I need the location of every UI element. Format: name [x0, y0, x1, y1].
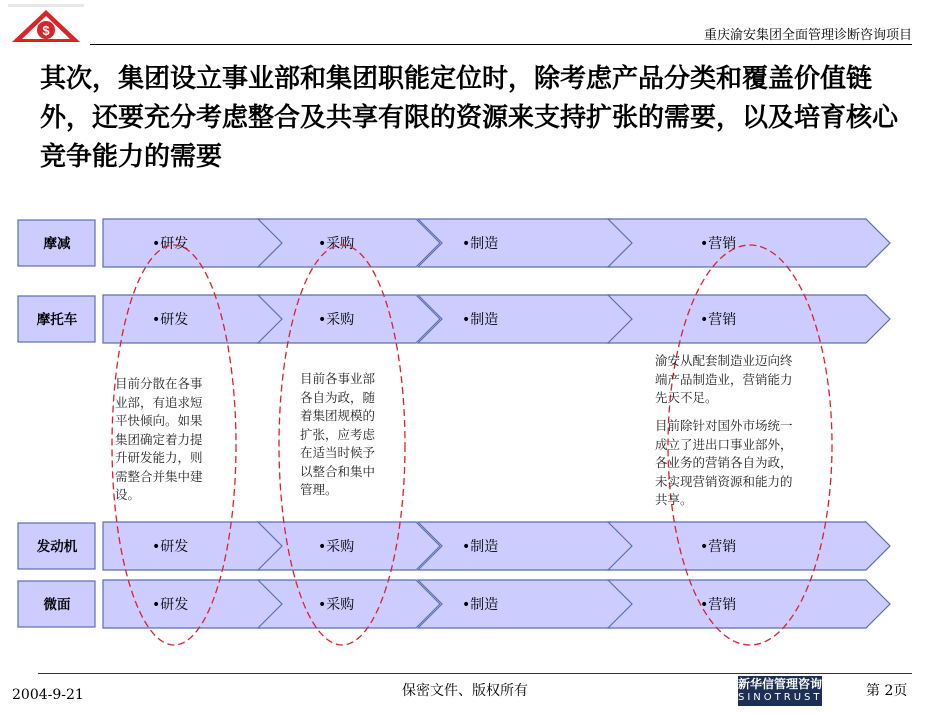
note-line: 成立了进出口事业部外， — [655, 436, 793, 452]
note-line: 需整合并集中建 — [115, 468, 203, 484]
note-line: 升研发能力，则 — [115, 450, 203, 465]
stage-label: •营销 — [700, 236, 737, 252]
note-purchase — [300, 370, 375, 500]
value-chain-chevron — [608, 580, 890, 628]
value-chain-chevron — [103, 580, 285, 628]
note-line: 业部，有追求短 — [115, 394, 203, 410]
value-chain-chevron — [418, 522, 635, 570]
page-number: 第 2页 — [866, 683, 908, 699]
note-line: 先天不足。 — [655, 390, 718, 405]
value-chain-chevron — [103, 522, 285, 570]
value-chain-chevron — [608, 219, 890, 267]
slide-headline: 其次，集团设立事业部和集团职能定位时，除考虑产品分类和覆盖价值链外，还要充分考虑整合及共享有限的资源来支持扩张的需要，以及培育核心竞争能力的需要 — [40, 64, 899, 172]
note-rd — [115, 375, 203, 505]
stage-label: •制造 — [462, 312, 499, 328]
svg-text:$: $ — [42, 23, 50, 38]
note-line: 平快倾向。如果 — [115, 413, 203, 428]
note-marketing-2 — [655, 417, 793, 510]
stage-label: •采购 — [318, 236, 355, 252]
stage-label: •采购 — [318, 539, 355, 555]
stage-label: •采购 — [318, 597, 355, 613]
note-line: 目前分散在各事 — [115, 376, 203, 391]
stage-label: •营销 — [700, 597, 737, 613]
stage-label: •制造 — [462, 597, 499, 613]
stage-label: •研发 — [152, 597, 189, 613]
note-line: 集团确定着力提 — [115, 431, 203, 447]
stage-label: •研发 — [152, 539, 189, 555]
value-chain-chevron — [608, 522, 890, 570]
row-label: 发动机 — [36, 539, 78, 555]
note-line: 共享。 — [655, 492, 693, 507]
note-line: 设。 — [115, 487, 141, 502]
footer-date: 2004-9-21 — [12, 687, 84, 703]
footer-divider — [38, 673, 912, 674]
consultancy-logo — [738, 676, 822, 706]
value-chain-chevron — [608, 295, 890, 343]
stage-label: •制造 — [462, 236, 499, 252]
stage-label: •研发 — [152, 236, 189, 252]
stage-label: •采购 — [318, 312, 355, 328]
brand-name-cn: 新华信管理咨询 — [738, 677, 823, 691]
note-line: 各自为政，随 — [300, 389, 376, 405]
note-line: 渝安从配套制造业迈向终 — [655, 353, 793, 368]
stage-label: •营销 — [700, 539, 737, 555]
brand-name-en: SINOTRUST — [738, 692, 823, 703]
note-line: 目前各事业部 — [300, 371, 376, 386]
stage-label: •研发 — [152, 312, 189, 328]
note-line: 端产品制造业，营销能力 — [655, 371, 793, 387]
note-marketing-1 — [655, 352, 793, 408]
value-chain-chevron — [418, 295, 635, 343]
note-line: 扩张，应考虑 — [300, 426, 376, 442]
row-label: 摩托车 — [36, 312, 78, 328]
value-chain-chevron — [103, 219, 285, 267]
stage-label: •营销 — [700, 312, 737, 328]
note-line: 各业务的营销各自为政， — [655, 455, 793, 470]
confidential-notice: 保密文件、版权所有 — [402, 683, 528, 699]
row-label: 微面 — [43, 597, 71, 613]
note-line: 未实现营销资源和能力的 — [655, 473, 793, 489]
stage-label: •制造 — [462, 539, 499, 555]
note-line: 以整合和集中 — [300, 463, 376, 479]
project-title: 重庆渝安集团全面管理诊断咨询项目 — [703, 28, 912, 43]
note-line: 在适当时候予 — [300, 445, 376, 460]
note-line: 管理。 — [300, 482, 338, 497]
note-line: 目前除针对国外市场统一 — [655, 418, 793, 433]
value-chain-chevron — [418, 219, 635, 267]
value-chain-chevron — [418, 580, 635, 628]
row-label: 摩减 — [43, 236, 71, 252]
note-line: 着集团规模的 — [300, 408, 376, 423]
